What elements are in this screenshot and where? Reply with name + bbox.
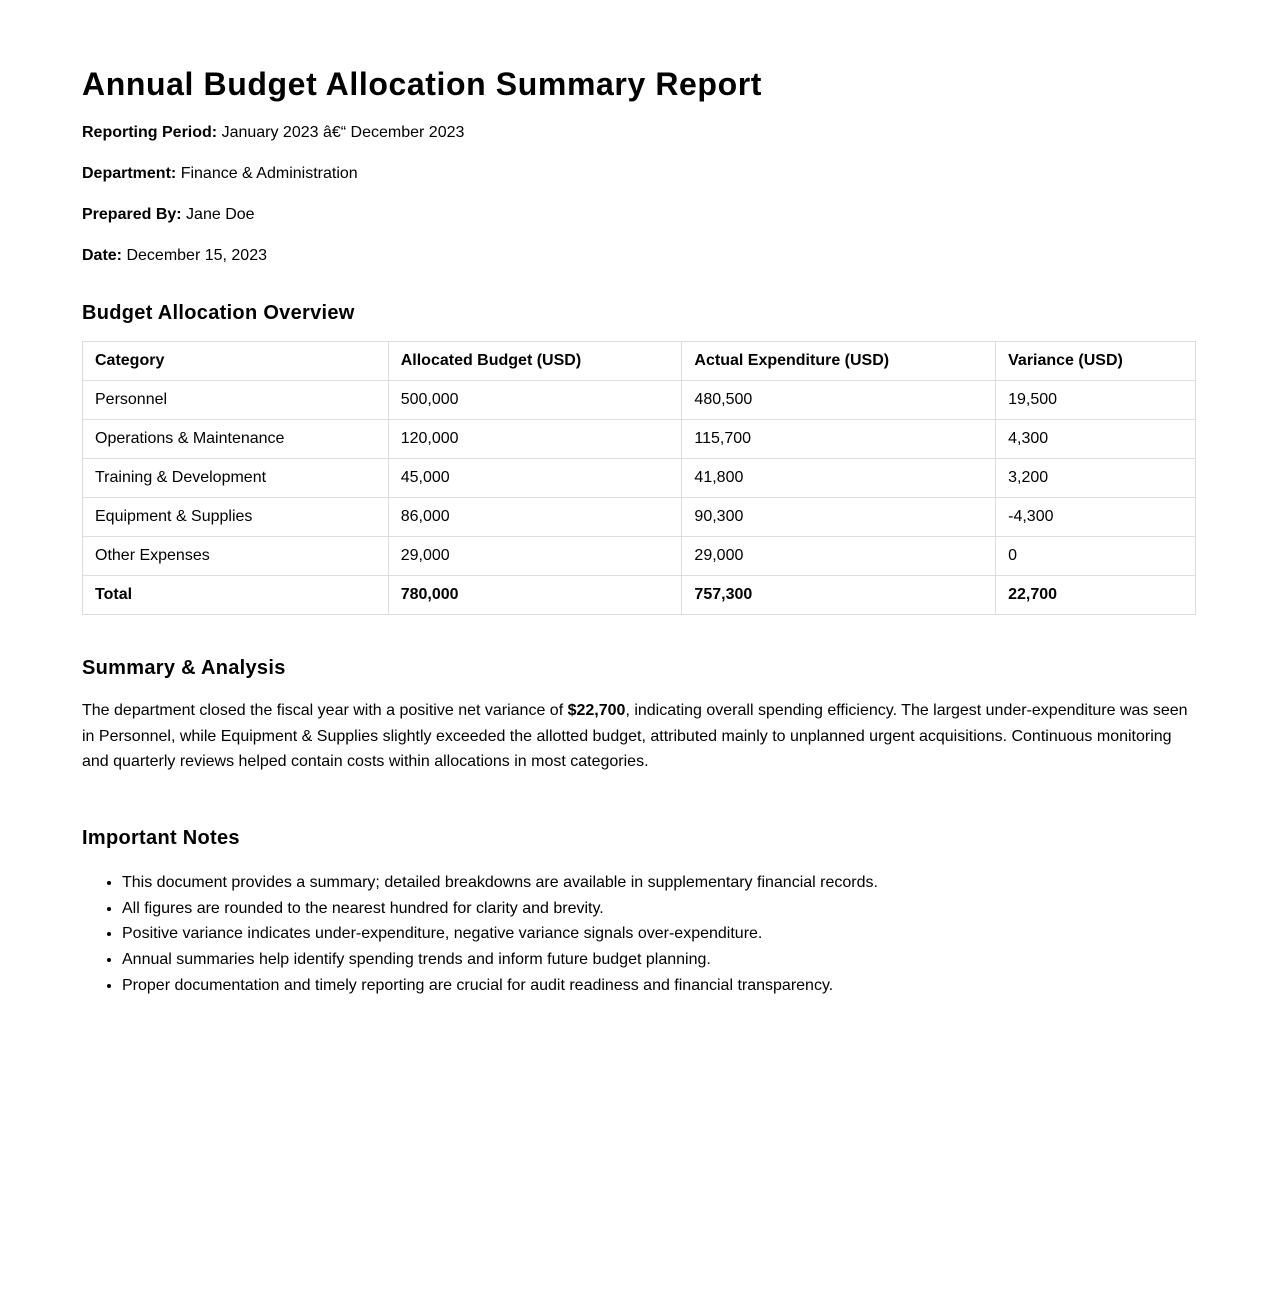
table-row [83, 381, 1196, 420]
notes-heading: Important Notes [82, 826, 240, 849]
list-item: • Proper documentation and timely reporting are crucial for audit readiness and financial transparency. [122, 973, 1196, 999]
summary-paragraph [82, 698, 1196, 775]
reporting-period-value: January 2023 â€“ December 2023 [221, 124, 465, 141]
table-row [83, 537, 1196, 576]
column-header-actual: Actual Expenditure (USD) [682, 342, 996, 381]
report-date-label: Date: [82, 247, 123, 264]
cell-category: Training & Development [83, 459, 389, 498]
cell-allocated: 120,000 [388, 420, 682, 459]
cell-variance: 19,500 [996, 381, 1196, 420]
report-date [82, 245, 1196, 266]
summary-heading: Summary & Analysis [82, 657, 286, 679]
department-label: Department: [82, 165, 177, 182]
cell-actual: 115,700 [682, 420, 996, 459]
overview-heading: Budget Allocation Overview [82, 302, 355, 324]
report-meta [82, 122, 1196, 266]
cell-allocated: 86,000 [388, 498, 682, 537]
cell-allocated: 500,000 [388, 381, 682, 420]
column-header-allocated: Allocated Budget (USD) [388, 342, 682, 381]
prepared-by [82, 204, 1196, 225]
reporting-period [82, 122, 1196, 143]
table-row [83, 459, 1196, 498]
total-variance: 22,700 [996, 576, 1196, 615]
cell-actual: 90,300 [682, 498, 996, 537]
table-total-row [83, 576, 1196, 615]
cell-category: Equipment & Supplies [83, 498, 389, 537]
cell-category: Other Expenses [83, 537, 389, 576]
table-row [83, 498, 1196, 537]
list-item: • This document provides a summary; detailed breakdowns are available in supplementary financial records. [122, 870, 1196, 896]
reporting-period-label: Reporting Period: [82, 124, 218, 141]
cell-variance: 3,200 [996, 459, 1196, 498]
report-date-value: December 15, 2023 [126, 247, 267, 264]
summary-text-after: , indicating overall spending efficiency. The largest under-expenditure was seen in Personnel, while Equipment & Supplies slightly exceeded the allotted budget, attributed mainly to unplanned urgent acquisitions. Continuous monitoring and quarterly reviews helped contain costs within allocations in most categories. [82, 702, 1188, 771]
cell-category: Operations & Maintenance [83, 420, 389, 459]
prepared-by-label: Prepared By: [82, 206, 182, 223]
cell-variance: 0 [996, 537, 1196, 576]
cell-actual: 41,800 [682, 459, 996, 498]
prepared-by-value: Jane Doe [186, 206, 255, 223]
column-header-variance: Variance (USD) [996, 342, 1196, 381]
total-allocated: 780,000 [388, 576, 682, 615]
summary-highlight: $22,700 [567, 702, 626, 719]
cell-actual: 480,500 [682, 381, 996, 420]
column-header-category: Category [83, 342, 389, 381]
cell-variance: -4,300 [996, 498, 1196, 537]
cell-variance: 4,300 [996, 420, 1196, 459]
table-header-row [83, 342, 1196, 381]
total-label: Total [83, 576, 389, 615]
notes-list [82, 870, 1196, 999]
summary-text-before: The department closed the fiscal year with a positive net variance of [82, 702, 568, 719]
department-value: Finance & Administration [180, 165, 358, 182]
cell-category: Personnel [83, 381, 389, 420]
total-actual: 757,300 [682, 576, 996, 615]
department [82, 163, 1196, 184]
list-item: • Positive variance indicates under-expenditure, negative variance signals over-expenditure. [122, 921, 1196, 947]
cell-actual: 29,000 [682, 537, 996, 576]
page-title: Annual Budget Allocation Summary Report [82, 66, 763, 102]
list-item: • Annual summaries help identify spending trends and inform future budget planning. [122, 947, 1196, 973]
cell-allocated: 29,000 [388, 537, 682, 576]
table-row [83, 420, 1196, 459]
list-item: • All figures are rounded to the nearest hundred for clarity and brevity. [122, 896, 1196, 922]
cell-allocated: 45,000 [388, 459, 682, 498]
budget-table [82, 341, 1196, 615]
